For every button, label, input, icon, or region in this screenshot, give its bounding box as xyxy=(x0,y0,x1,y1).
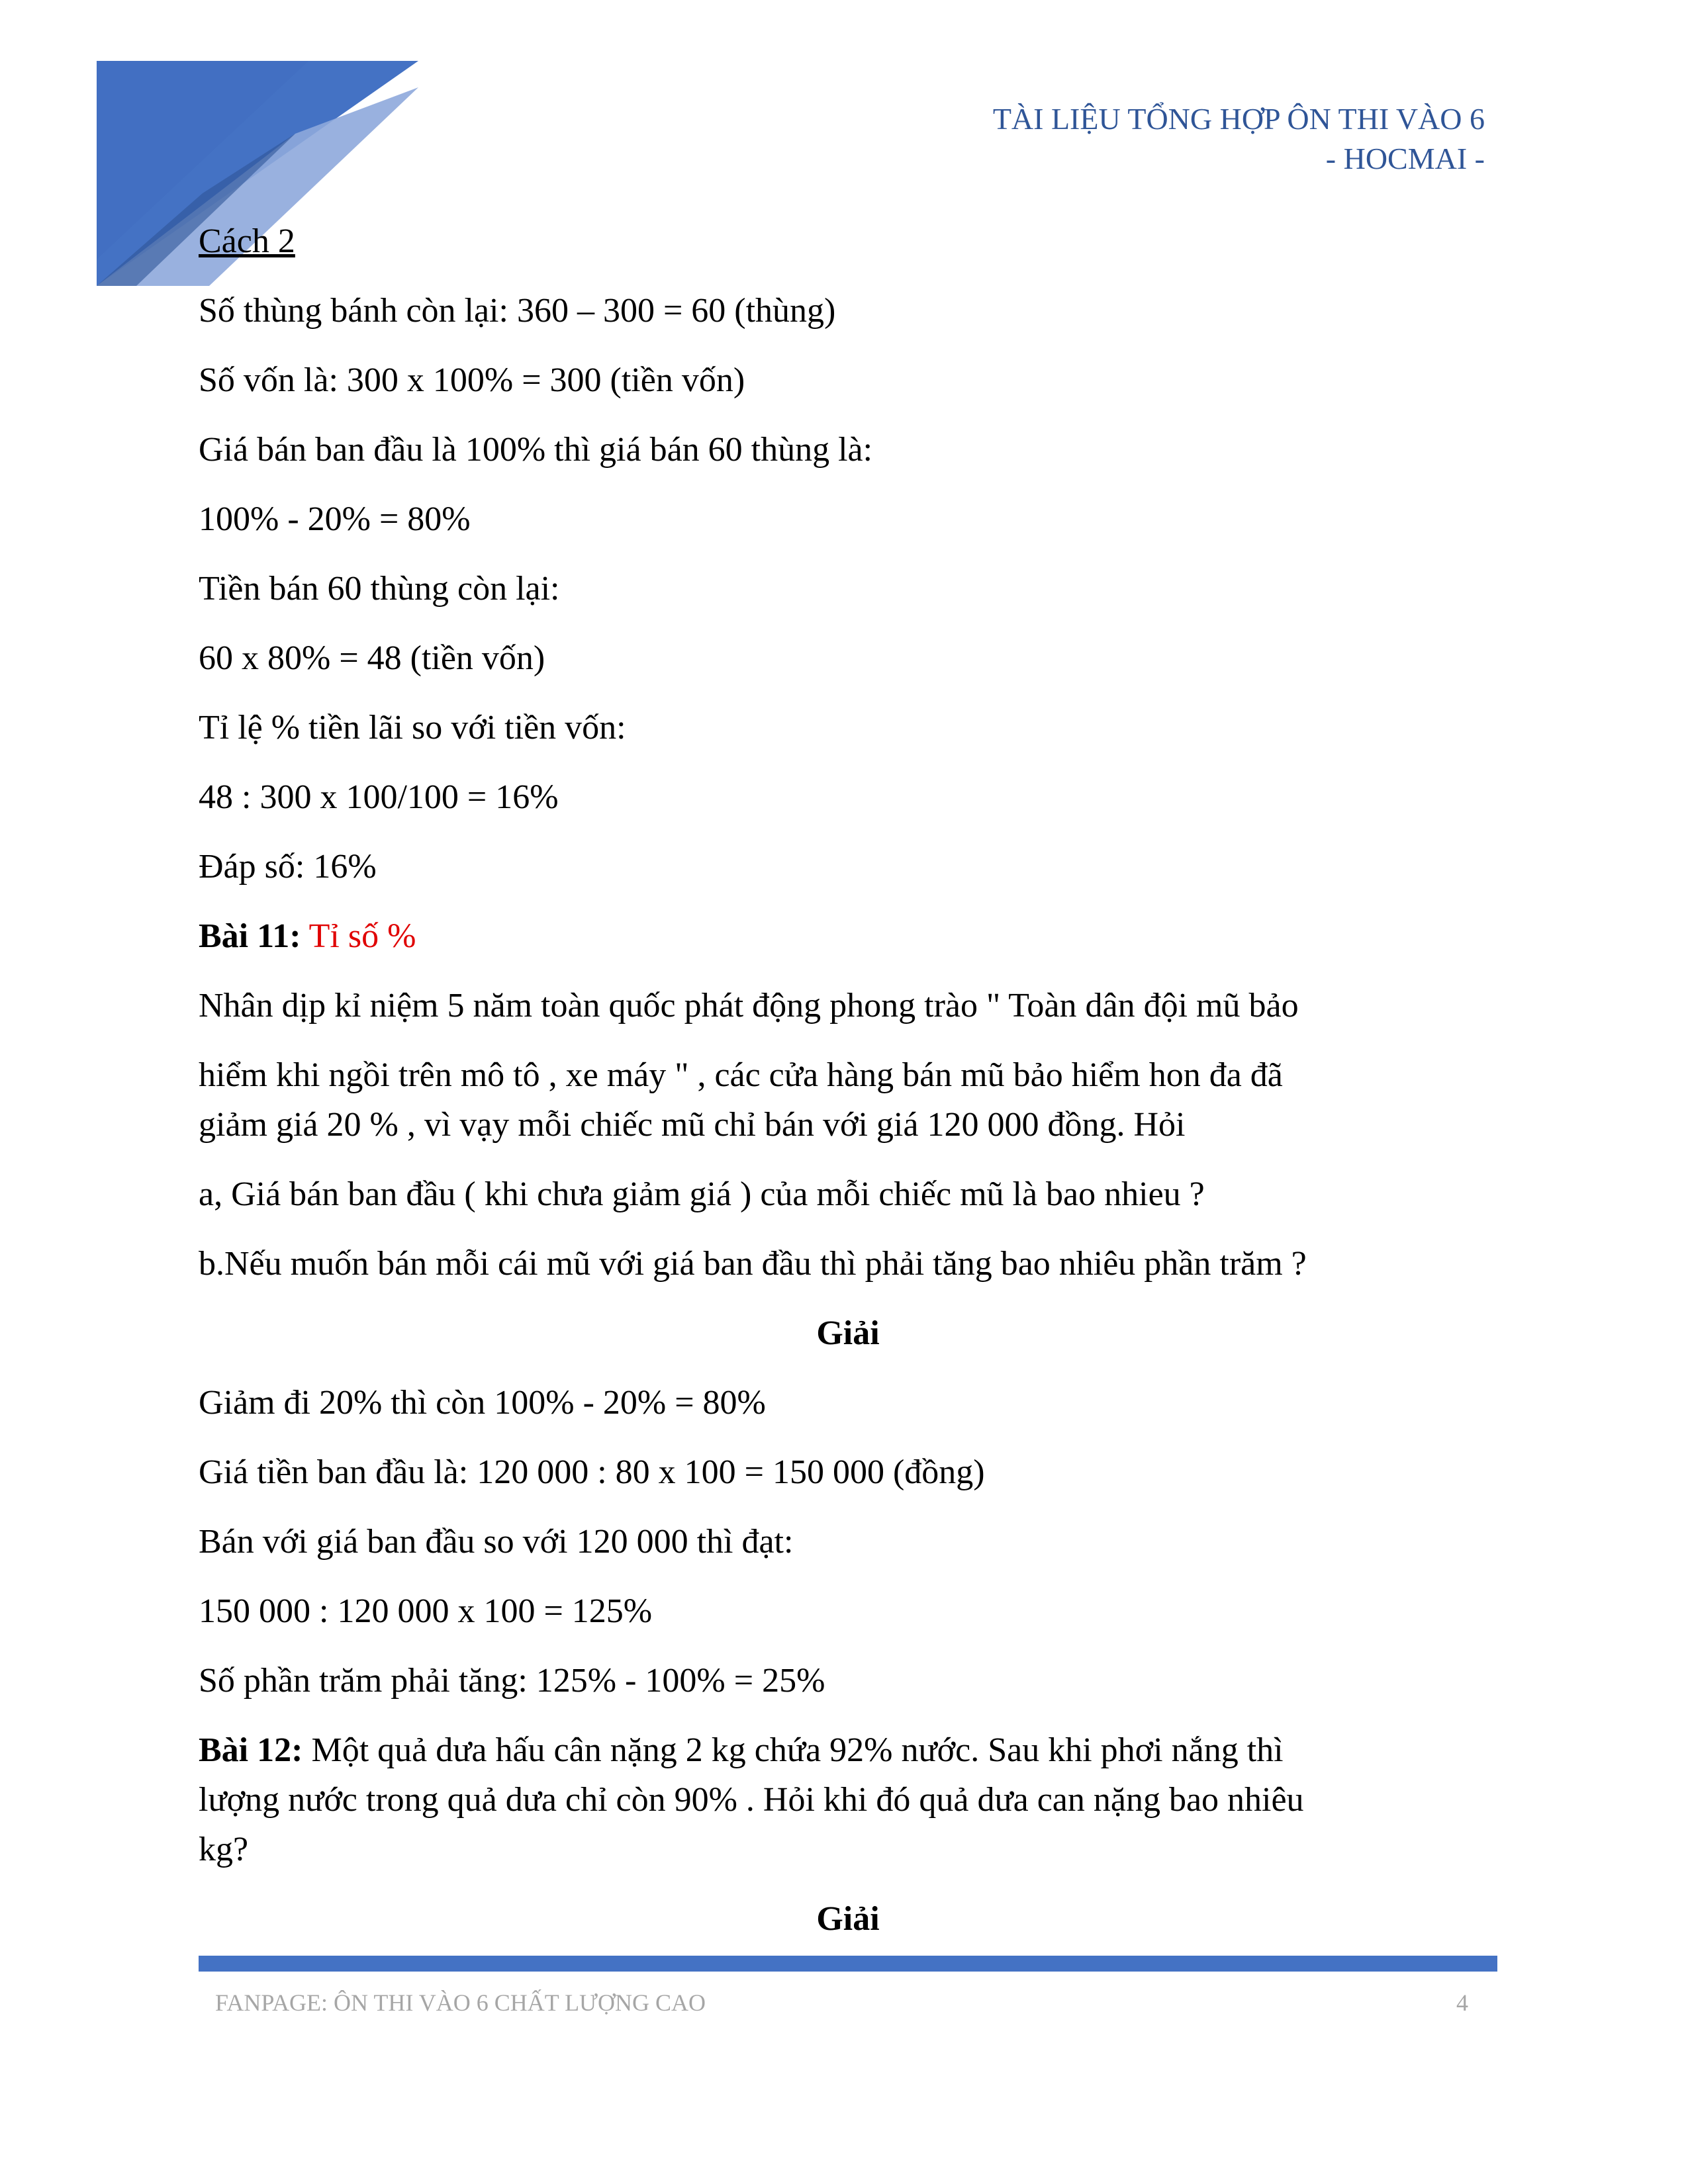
problem-11-text: hiểm khi ngồi trên mô tô , xe máy " , các cửa hàng bán mũ bảo hiểm hon đa đã xyxy=(199,1056,1283,1094)
problem-11-text: giảm giá 20 % , vì vạy mỗi chiếc mũ chỉ bán với giá 120 000 đồng. Hỏi xyxy=(199,1106,1186,1144)
header-subtitle: - HOCMAI - xyxy=(1325,142,1485,175)
method-line: 60 x 80% = 48 (tiền vốn) xyxy=(199,639,545,677)
problem-12-solution-title: Giải xyxy=(816,1900,880,1938)
method-line: Tỉ lệ % tiền lãi so với tiền vốn: xyxy=(199,709,626,747)
method-title: Cách 2 xyxy=(199,222,295,260)
problem-12-text: lượng nước trong quả dưa chỉ còn 90% . Hỏi khi đó quả dưa can nặng bao nhiêu xyxy=(199,1781,1304,1819)
problem-11-text: Nhân dịp kỉ niệm 5 năm toàn quốc phát động phong trào " Toàn dân đội mũ bảo xyxy=(199,987,1299,1024)
problem-12-heading xyxy=(199,1731,1284,1770)
problem-12-text: kg? xyxy=(199,1831,249,1868)
method-line: Giá bán ban đầu là 100% thì giá bán 60 thùng là: xyxy=(199,431,873,469)
problem-11-heading xyxy=(199,917,416,956)
problem-12-text: Một quả dưa hấu cân nặng 2 kg chứa 92% nước. Sau khi phơi nắng thì xyxy=(303,1731,1284,1769)
method-line: Số vốn là: 300 x 100% = 300 (tiền vốn) xyxy=(199,361,745,399)
footer-fanpage: FANPAGE: ÔN THI VÀO 6 CHẤT LƯỢNG CAO xyxy=(215,1989,706,2016)
method-line: 100% - 20% = 80% xyxy=(199,500,471,538)
footer-divider xyxy=(199,1956,1497,1972)
method-line: 48 : 300 x 100/100 = 16% xyxy=(199,778,559,816)
problem-11-question-a: a, Giá bán ban đầu ( khi chưa giảm giá ) của mỗi chiếc mũ là bao nhieu ? xyxy=(199,1175,1205,1213)
solution-line: Giảm đi 20% thì còn 100% - 20% = 80% xyxy=(199,1384,766,1422)
document-header xyxy=(993,99,1485,179)
header-title: TÀI LIỆU TỔNG HỢP ÔN THI VÀO 6 xyxy=(992,102,1485,136)
solution-line: Số phần trăm phải tăng: 125% - 100% = 25% xyxy=(199,1662,825,1700)
problem-11-question-b: b.Nếu muốn bán mỗi cái mũ với giá ban đầu thì phải tăng bao nhiêu phần trăm ? xyxy=(199,1245,1307,1283)
method-line: Số thùng bánh còn lại: 360 – 300 = 60 (thùng) xyxy=(199,292,836,330)
problem-12-label: Bài 12: xyxy=(199,1731,303,1769)
page-number: 4 xyxy=(1456,1989,1468,2016)
method-line: Tiền bán 60 thùng còn lại: xyxy=(199,570,560,608)
solution-line: Bán với giá ban đầu so với 120 000 thì đạt: xyxy=(199,1523,794,1561)
solution-line: Giá tiền ban đầu là: 120 000 : 80 x 100 = 150 000 (đồng) xyxy=(199,1453,985,1491)
problem-11-solution-title: Giải xyxy=(816,1314,880,1352)
problem-11-label: Bài 11: xyxy=(199,917,301,955)
problem-11-topic: Tỉ số % xyxy=(308,917,416,955)
solution-line: 150 000 : 120 000 x 100 = 125% xyxy=(199,1592,653,1630)
answer-line: Đáp số: 16% xyxy=(199,848,377,886)
